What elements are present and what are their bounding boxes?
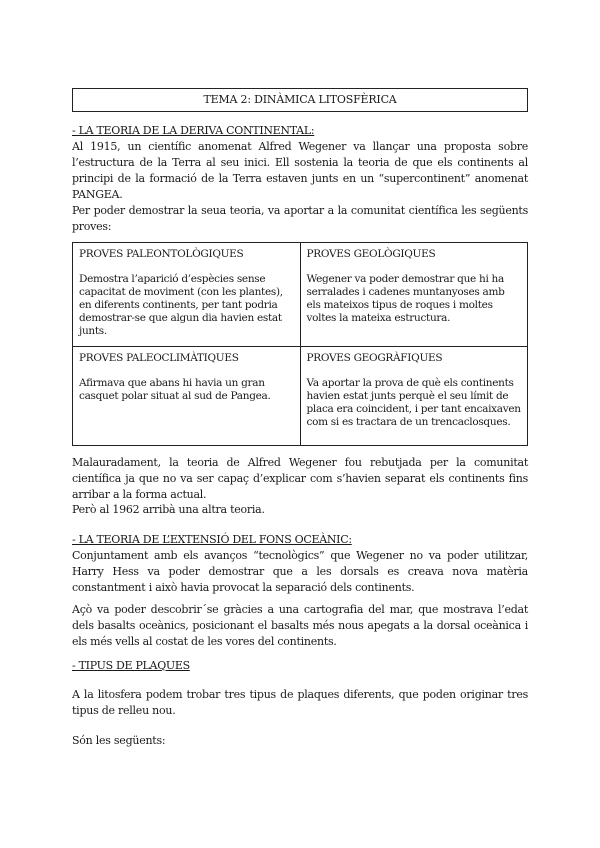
document-title: TEMA 2: DINÀMICA LITOSFÈRICA: [72, 88, 528, 112]
section-heading-seafloor-spreading: - LA TEORIA DE L’EXTENSIÓ DEL FONS OCEÀNIC:: [72, 533, 352, 546]
paragraph-new-theory: Però al 1962 arribà una altra teoria.: [72, 503, 265, 516]
proof-text: Va aportar la prova de què els continents havien estat junts perquè el seu límit de placa era coincident, i per tant encaixaven com si es tractara de un trencaclosques.: [306, 377, 521, 428]
proof-cell-paleoclimatic: [73, 347, 301, 446]
paragraph-theory-rejected: Malauradament, la teoria de Alfred Wegener fou rebutjada per la comunitat científica ja que no va ser capaç d’explicar com s’havien separat els continents fins arribar a la forma actual.: [72, 456, 528, 501]
paragraph-wegener-intro: Al 1915, un científic anomenat Alfred Wegener va llançar una proposta sobre l’estructura de la Terra al seu inici. Ell sostenia la teoria de que els continents al principi de la formació de la Terra estaven junts en un “supercontinent” anomenat PANGEA.: [72, 140, 528, 201]
proof-text: Wegener va poder demostrar que hi ha serralades i cadenes muntanyoses amb els mateixos tipus de roques i moltes voltes la mateixa estructura.: [306, 273, 505, 324]
section-heading-plate-types: - TIPUS DE PLAQUES: [72, 659, 190, 672]
table-row: [73, 347, 528, 446]
proof-title: PROVES GEOGRÀFIQUES: [306, 352, 443, 364]
paragraph-following: Són les següents:: [72, 734, 166, 747]
proof-cell-geographic: [300, 347, 528, 446]
proof-text: Afirmava que abans hi havia un gran casquet polar situat al sud de Pangea.: [79, 377, 271, 402]
paragraph-harry-hess: Conjuntament amb els avanços “tecnològics” que Wegener no va poder utilitzar, Harry Hess va poder demostrar que a les dorsals es creava nova matèria constantment i això havia provocat la separació dels continents.: [72, 549, 528, 594]
proof-text: Demostra l’aparició d’espècies sense capacitat de moviment (con les plantes), en diferents continents, per tant podria demostrar-se que algun dia havien estat junts.: [79, 273, 283, 337]
table-row: [73, 243, 528, 347]
proof-title: PROVES GEOLÒGIQUES: [306, 248, 436, 260]
section-heading-continental-drift: - LA TEORIA DE LA DERIVA CONTINENTAL:: [72, 124, 315, 137]
proof-title: PROVES PALEONTOLÒGIQUES: [79, 248, 244, 260]
paragraph-plate-types: A la litosfera podem trobar tres tipus de plaques diferents, que poden originar tres tipus de relleu nou.: [72, 688, 528, 717]
paragraph-sea-cartography: Açò va poder descobrir´se gràcies a una cartografia del mar, que mostrava l’edat dels basalts oceànics, posicionant el basalts més nous apegats a la dorsal oceànica i els més vells al costat de les vores del continents.: [72, 603, 528, 648]
proof-cell-geological: [300, 243, 528, 347]
paragraph-proofs-intro: Per poder demostrar la seua teoria, va aportar a la comunitat científica les següents proves:: [72, 204, 528, 233]
proof-title: PROVES PALEOCLIMÀTIQUES: [79, 352, 239, 364]
proof-cell-paleontological: [73, 243, 301, 347]
proofs-table: [72, 242, 528, 446]
